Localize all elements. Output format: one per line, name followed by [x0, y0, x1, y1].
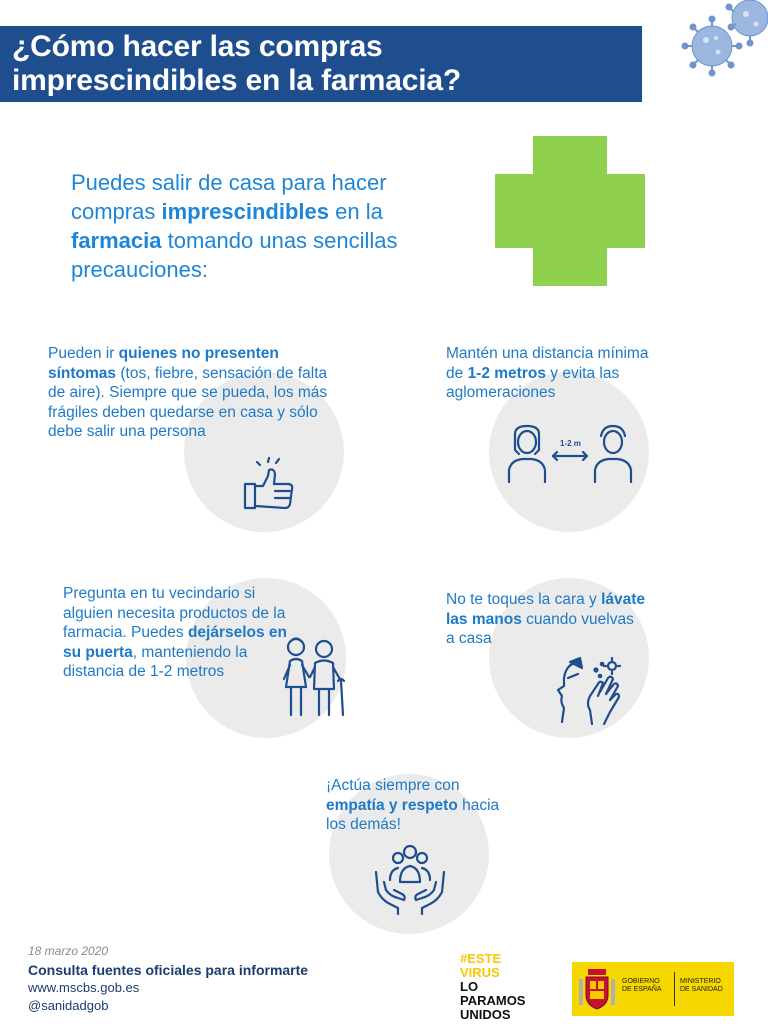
logo-divider	[674, 972, 675, 1006]
campaign-line-4: PARAMOS	[460, 993, 526, 1008]
campaign-line-1: #ESTE	[460, 951, 502, 966]
distance-label: 1-2 m	[560, 439, 581, 448]
campaign-line-5: UNIDOS	[460, 1007, 511, 1022]
social-handle[interactable]: @sanidadgob	[28, 998, 109, 1013]
pharmacy-cross-icon	[495, 136, 645, 286]
spain-shield-icon	[578, 967, 616, 1011]
tip-symptoms: Pueden ir quienes no presenten síntomas (tos, fiebre, sensación de falta de aire). Siempre que se pueda, los más frágiles deben quedarse en casa y sólo debe salir una persona	[48, 345, 328, 440]
face-hand-icon	[556, 656, 626, 726]
campaign-line-3: LO	[460, 979, 479, 994]
virus-icon	[672, 0, 768, 88]
intro-text: Puedes salir de casa para hacer compras imprescindibles en la farmacia tomando unas sencillas precauciones:	[71, 170, 398, 282]
thumbs-up-icon	[242, 456, 298, 512]
tip-hands: No te toques la cara y lávate las manos cuando vuelvas a casa	[446, 591, 646, 647]
care-hands-group-icon	[374, 842, 446, 916]
ministry-name: MINISTERIO DE SANIDAD	[680, 978, 723, 993]
elderly-couple-icon	[281, 637, 355, 719]
campaign-line-2: VIRUS	[460, 965, 500, 980]
website-link[interactable]: www.mscbs.gob.es	[28, 980, 140, 995]
tip-distance: Mantén una distancia mínima de 1-2 metros y evita las aglomeraciones	[446, 345, 649, 401]
government-name: GOBIERNO DE ESPAÑA	[622, 978, 662, 993]
government-logo	[572, 962, 734, 1016]
distance-people-icon	[505, 424, 635, 484]
page-title: ¿Cómo hacer las compras imprescindibles en la farmacia?	[12, 30, 462, 97]
consult-sources-text: Consulta fuentes oficiales para informarte	[28, 962, 309, 978]
publication-date: 18 marzo 2020	[28, 944, 109, 958]
tip-empathy: ¡Actúa siempre con empatía y respeto hacia los demás!	[326, 777, 500, 833]
campaign-logo	[460, 952, 560, 1022]
tip-neighbors: Pregunta en tu vecindario si alguien necesita productos de la farmacia. Puedes dejárselos en su puerta, manteniendo la distancia de 1-2 metros	[63, 585, 288, 680]
